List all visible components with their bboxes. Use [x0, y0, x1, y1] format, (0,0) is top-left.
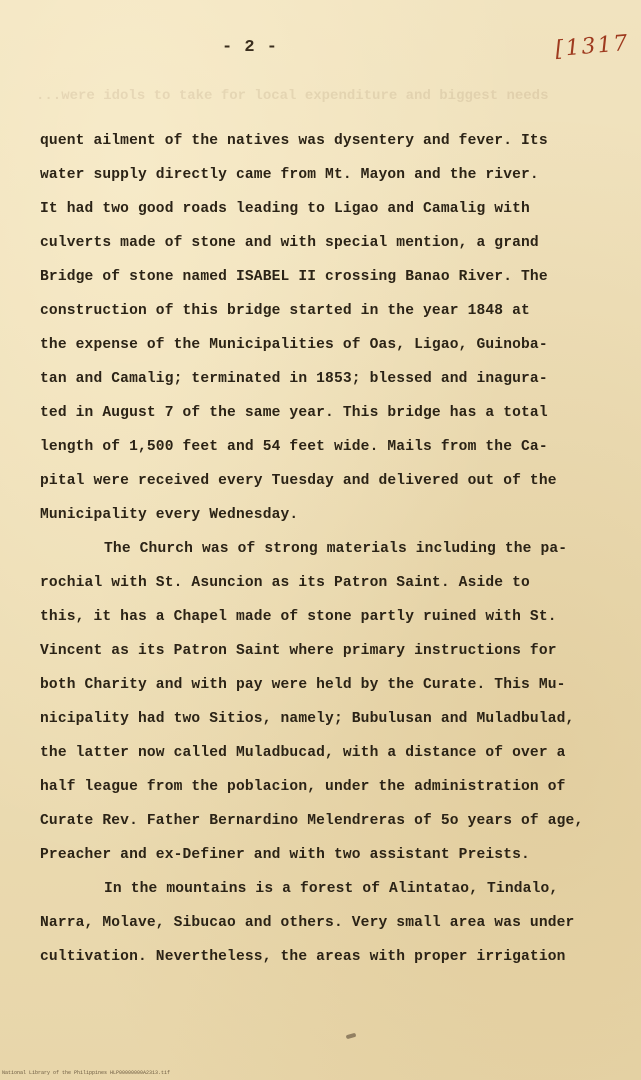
page-number: - 2 -	[222, 38, 279, 57]
text-line: Curate Rev. Father Bernardino Melendreras of 5o years of age,	[40, 813, 584, 829]
text-line: half league from the poblacion, under the administration of	[40, 779, 566, 795]
document-body	[40, 124, 600, 974]
paragraph-start-line: The Church was of strong materials including the pa-	[104, 541, 568, 557]
footer-stamp: National Library of the Philippines HLP00000000A2313.tif	[2, 1070, 171, 1076]
text-line: the expense of the Municipalities of Oas, Ligao, Guinoba-	[40, 337, 548, 353]
text-line: tan and Camalig; terminated in 1853; blessed and inagura-	[40, 371, 548, 387]
text-line: the latter now called Muladbucad, with a distance of over a	[40, 745, 566, 761]
text-line: quent ailment of the natives was dysentery and fever. Its	[40, 133, 548, 149]
text-line: cultivation. Nevertheless, the areas with proper irrigation	[40, 949, 566, 965]
text-line: Municipality every Wednesday.	[40, 507, 299, 523]
paragraph-start-line: In the mountains is a forest of Alintatao, Tindalo,	[104, 881, 559, 897]
text-line: ted in August 7 of the same year. This bridge has a total	[40, 405, 548, 421]
text-line: pital were received every Tuesday and delivered out of the	[40, 473, 557, 489]
text-line: construction of this bridge started in the year 1848 at	[40, 303, 530, 319]
text-line: nicipality had two Sitios, namely; Bubulusan and Muladbulad,	[40, 711, 575, 727]
text-line: Preacher and ex-Definer and with two assistant Preists.	[40, 847, 530, 863]
text-line: Bridge of stone named ISABEL II crossing Banao River. The	[40, 269, 548, 285]
text-line: Narra, Molave, Sibucao and others. Very small area was under	[40, 915, 575, 931]
bleed-through-text: ...were idols to take for local expenditure and biggest needs	[36, 88, 549, 104]
ink-smudge	[346, 1033, 357, 1039]
text-line: this, it has a Chapel made of stone partly ruined with St.	[40, 609, 557, 625]
text-line: culverts made of stone and with special mention, a grand	[40, 235, 539, 251]
text-line: It had two good roads leading to Ligao and Camalig with	[40, 201, 530, 217]
text-line: length of 1,500 feet and 54 feet wide. Mails from the Ca-	[40, 439, 548, 455]
text-line: water supply directly came from Mt. Mayon and the river.	[40, 167, 539, 183]
page-header	[0, 30, 641, 63]
archive-number: [1317	[554, 30, 631, 63]
text-line: both Charity and with pay were held by the Curate. This Mu-	[40, 677, 566, 693]
text-line: Vincent as its Patron Saint where primary instructions for	[40, 643, 557, 659]
text-line: rochial with St. Asuncion as its Patron Saint. Aside to	[40, 575, 530, 591]
